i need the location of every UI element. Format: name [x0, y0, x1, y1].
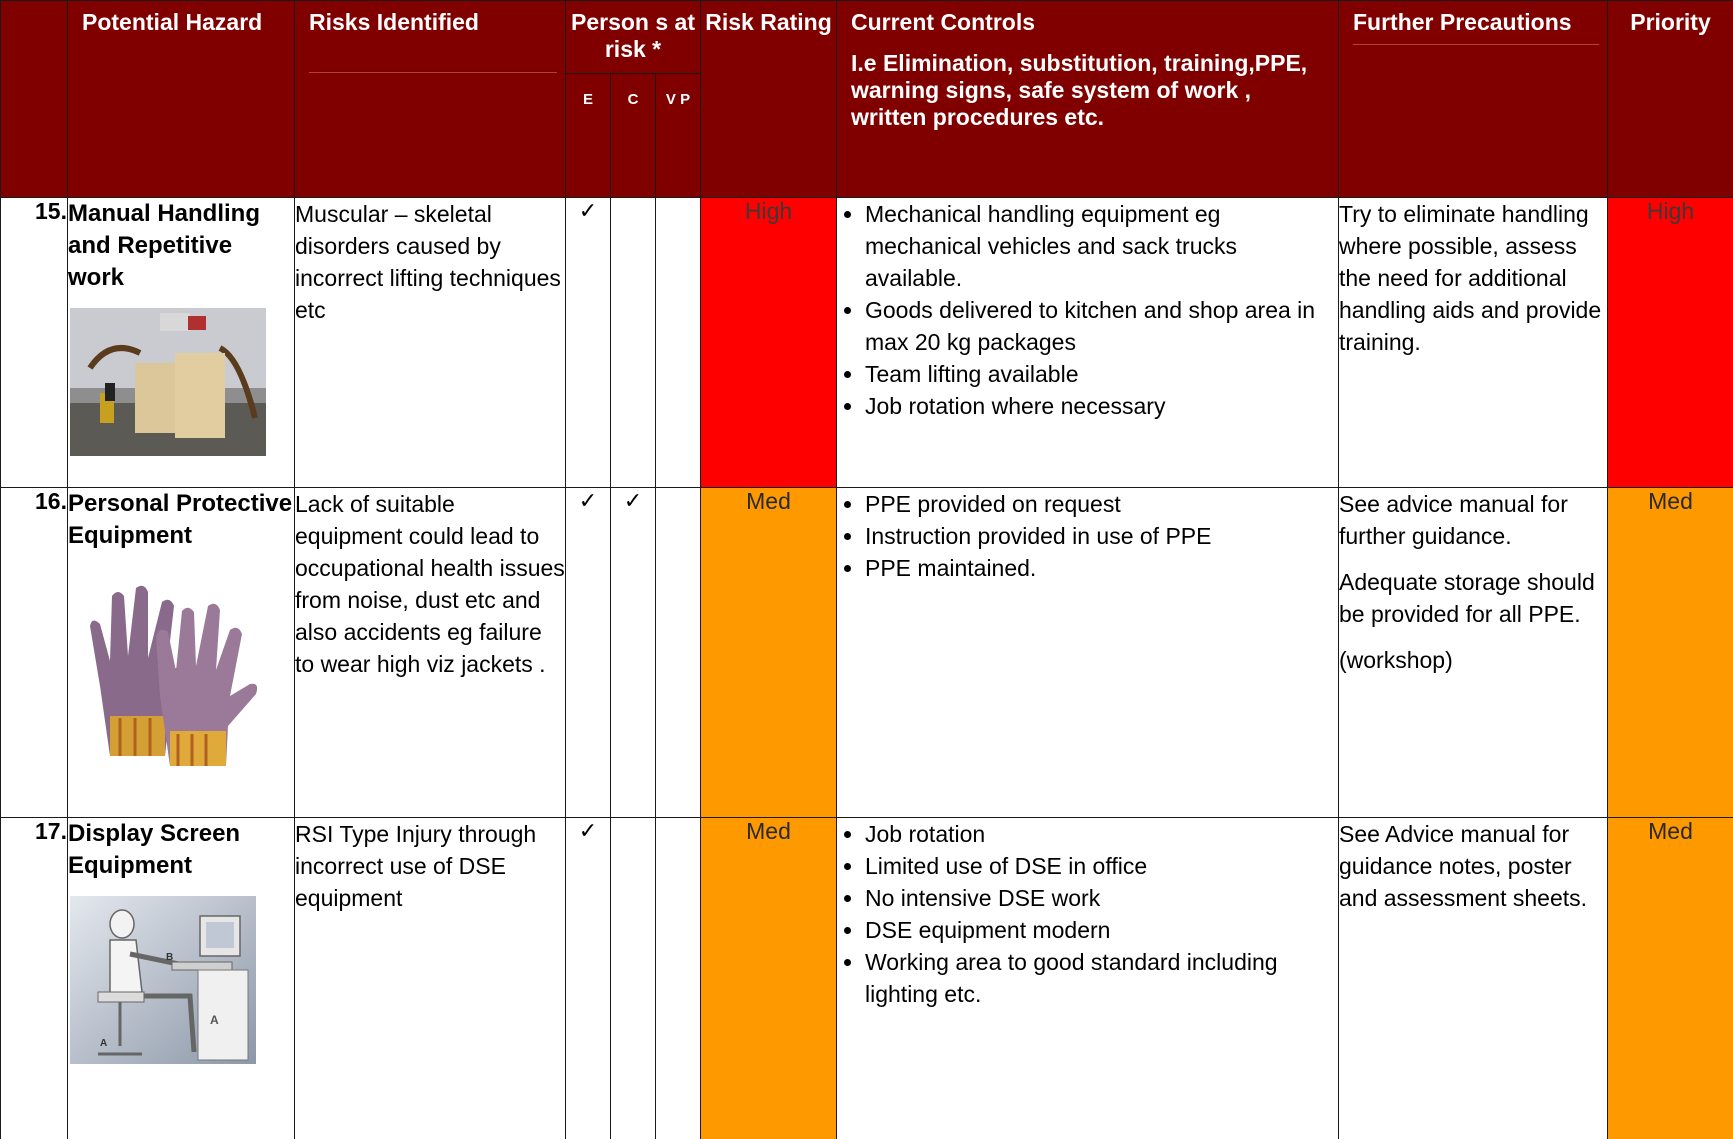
control-item: • Limited use of DSE in office — [865, 850, 1338, 882]
further-paragraph: Try to eliminate handling where possible, assess the need for additional handling aids and provide training. — [1339, 201, 1602, 355]
further-paragraph: See advice manual for further guidance. — [1339, 491, 1568, 549]
hazard-title: Personal Protective Equipment — [68, 490, 293, 549]
current-controls-cell — [837, 818, 1339, 1139]
further-precautions-cell — [1339, 488, 1608, 818]
risk-rating-cell: High — [701, 198, 837, 488]
work-gloves-image — [70, 566, 266, 766]
control-item: • Job rotation — [865, 818, 1338, 850]
header-current-controls: Current Controls I.e Elimination, substitution, training,PPE, warning signs, safe system of work , written procedures etc. — [837, 1, 1339, 198]
risk-rating-cell: Med — [701, 818, 837, 1139]
table-row — [1, 488, 1733, 818]
control-item: • No intensive DSE work — [865, 882, 1338, 914]
hazard-cell — [68, 198, 295, 488]
persons-vp-tick — [656, 818, 701, 1139]
control-item: • Mechanical handling equipment eg mechanical vehicles and sack trucks available. — [865, 198, 1338, 294]
persons-e-tick: ✓ — [566, 488, 611, 818]
risk-rating-cell: Med — [701, 488, 837, 818]
current-controls-cell — [837, 198, 1339, 488]
controls-list — [837, 818, 1338, 1010]
control-item: • Team lifting available — [865, 358, 1338, 390]
svg-text:B: B — [166, 952, 174, 963]
persons-e-tick: ✓ — [566, 198, 611, 488]
persons-e-tick: ✓ — [566, 818, 611, 1139]
control-item: • Goods delivered to kitchen and shop area in max 20 kg packages — [865, 294, 1338, 358]
header-row — [1, 1, 1733, 74]
further-precautions-cell — [1339, 818, 1608, 1139]
table-row — [1, 818, 1733, 1139]
hazard-cell — [68, 818, 295, 1139]
risks-identified-cell: Lack of suitable equipment could lead to occupational health issues from noise, dust etc and also accidents eg failure to wear high viz jackets . — [295, 488, 566, 818]
control-item: • DSE equipment modern — [865, 914, 1338, 946]
persons-c-tick: ✓ — [611, 488, 656, 818]
header-col-c: C — [611, 74, 656, 198]
row-number: 17. — [1, 818, 68, 1139]
hazard-title: Manual Handling and Repetitive work — [68, 200, 260, 291]
header-risks-identified: Risks Identified — [295, 1, 566, 198]
priority-cell: Med — [1608, 818, 1733, 1139]
persons-vp-tick — [656, 198, 701, 488]
persons-c-tick — [611, 818, 656, 1139]
further-precautions-cell — [1339, 198, 1608, 488]
hazard-title: Display Screen Equipment — [68, 820, 241, 879]
svg-text:A: A — [210, 1013, 219, 1027]
controls-list — [837, 488, 1338, 584]
persons-c-tick — [611, 198, 656, 488]
persons-vp-tick — [656, 488, 701, 818]
manual-handling-photo — [70, 308, 266, 456]
further-paragraph: (workshop) — [1339, 647, 1453, 673]
row-number: 15. — [1, 198, 68, 488]
further-paragraph: See Advice manual for guidance notes, poster and assessment sheets. — [1339, 821, 1588, 911]
header-further-precautions: Further Precautions — [1339, 1, 1608, 198]
control-item: • Instruction provided in use of PPE — [865, 520, 1338, 552]
risks-identified-cell: Muscular – skeletal disorders caused by incorrect lifting techniques etc — [295, 198, 566, 488]
row-number: 16. — [1, 488, 68, 818]
controls-list — [837, 198, 1338, 422]
further-paragraph: Adequate storage should be provided for all PPE. — [1339, 569, 1595, 627]
header-col-vp: V P — [656, 74, 701, 198]
control-item: • PPE maintained. — [865, 552, 1338, 584]
current-controls-cell — [837, 488, 1339, 818]
header-priority: Priority — [1608, 1, 1733, 198]
table-row — [1, 198, 1733, 488]
dse-workstation-image — [70, 896, 256, 1064]
svg-text:A: A — [100, 1038, 108, 1049]
control-item: • Working area to good standard including lighting etc. — [865, 946, 1338, 1010]
header-col-e: E — [566, 74, 611, 198]
header-potential-hazard: Potential Hazard — [68, 1, 295, 198]
header-number-col — [1, 1, 68, 198]
risks-identified-cell: RSI Type Injury through incorrect use of DSE equipment — [295, 818, 566, 1139]
hazard-cell — [68, 488, 295, 818]
priority-cell: Med — [1608, 488, 1733, 818]
header-persons-at-risk: Person s at risk * — [566, 1, 701, 74]
priority-cell: High — [1608, 198, 1733, 488]
control-item: • Job rotation where necessary — [865, 390, 1338, 422]
control-item: • PPE provided on request — [865, 488, 1338, 520]
header-risk-rating: Risk Rating — [701, 1, 837, 198]
